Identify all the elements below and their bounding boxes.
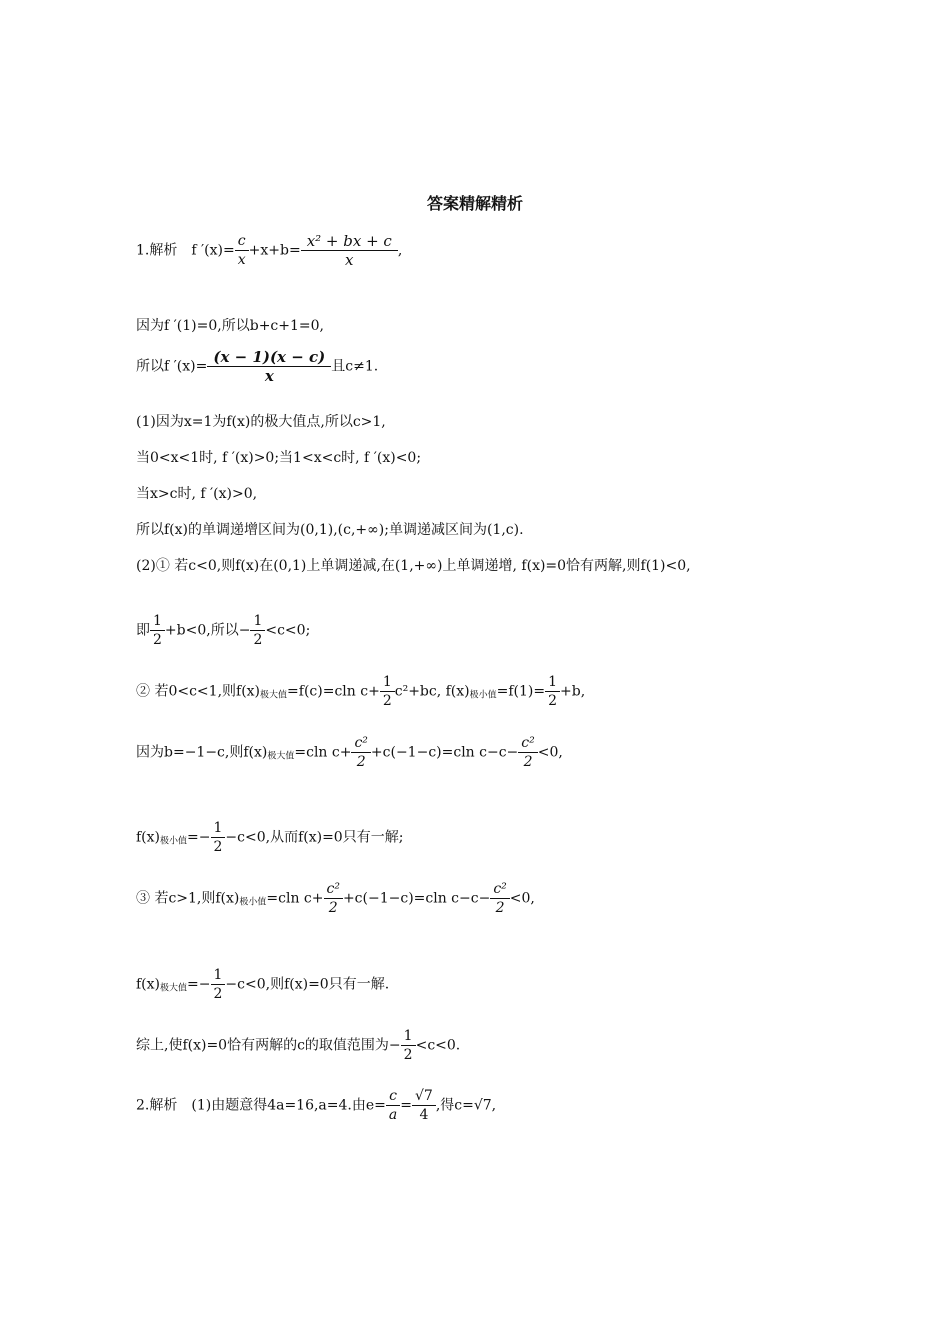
line-16 <box>136 1087 496 1124</box>
fraction-c2-over-2 <box>324 880 343 917</box>
denominator: 2 <box>253 632 263 648</box>
fraction-sqrt7-over-4 <box>412 1087 436 1124</box>
text: +b<0,所以− <box>164 622 251 639</box>
subscript: 极小值 <box>469 690 497 701</box>
denominator: x <box>264 367 274 385</box>
line-2: 因为f ′(1)=0,所以b+c+1=0, <box>136 318 324 334</box>
text: ② 若0<c<1,则f(x) <box>136 683 261 700</box>
text: f(x) <box>136 976 161 993</box>
text: , <box>397 242 403 259</box>
subscript: 极大值 <box>260 690 288 701</box>
denominator: x <box>345 251 354 269</box>
line-1 <box>136 232 402 269</box>
text: 所以f ′(x)= <box>136 358 208 375</box>
line-4: (1)因为x=1为f(x)的极大值点,所以c>1, <box>136 414 386 430</box>
numerator: c² <box>351 734 370 753</box>
subscript: 极小值 <box>239 897 267 908</box>
line-3 <box>136 348 378 385</box>
fraction-c2-over-2 <box>351 734 370 771</box>
text: <c<0; <box>265 622 311 639</box>
numerator: (x − 1)(x − c) <box>207 348 331 367</box>
text: 且c≠1. <box>331 358 379 375</box>
line-13 <box>136 880 535 917</box>
text: 2.解析 (1)由题意得4a=16,a=4.由e= <box>136 1097 386 1114</box>
line-6: 当x>c时, f ′(x)>0, <box>136 486 258 502</box>
page-title: 答案精解精析 <box>426 194 523 213</box>
denominator: 2 <box>382 693 392 709</box>
text: ③ 若c>1,则f(x) <box>136 890 240 907</box>
denominator: 2 <box>328 900 338 916</box>
fraction-factored <box>207 348 331 385</box>
fraction-c-over-a <box>386 1087 400 1124</box>
text: =f(c)=cln c+ <box>287 683 380 700</box>
line-5: 当0<x<1时, f ′(x)>0;当1<x<c时, f ′(x)<0; <box>136 450 422 466</box>
text: ,得c=√7, <box>435 1097 497 1114</box>
line-11 <box>136 734 563 771</box>
denominator: 2 <box>356 754 366 770</box>
text: +x+b= <box>248 242 301 259</box>
fraction-half <box>545 673 560 710</box>
text: f(x) <box>136 829 161 846</box>
numerator: 1 <box>545 673 560 692</box>
fraction-polynomial <box>301 232 398 269</box>
fraction-half <box>150 612 165 649</box>
denominator: 2 <box>213 986 223 1002</box>
denominator: 2 <box>403 1047 413 1063</box>
text: c²+bc, f(x) <box>394 683 470 700</box>
fraction-c2-over-2 <box>490 880 509 917</box>
fraction-half <box>211 819 226 856</box>
numerator: √7 <box>412 1087 436 1106</box>
numerator: 1 <box>211 819 226 838</box>
numerator: c² <box>518 734 537 753</box>
line-9 <box>136 612 310 649</box>
numerator: 1 <box>211 966 226 985</box>
fraction-half <box>401 1027 416 1064</box>
text: 因为b=−1−c,则f(x) <box>136 744 268 761</box>
subscript: 极小值 <box>160 836 188 847</box>
subscript: 极大值 <box>160 983 188 994</box>
numerator: c² <box>490 880 509 899</box>
fraction-half <box>380 673 395 710</box>
line-14 <box>136 966 389 1003</box>
denominator: 4 <box>419 1107 429 1123</box>
text: 综上,使f(x)=0恰有两解的c的取值范围为− <box>136 1037 401 1054</box>
denominator: 2 <box>548 693 558 709</box>
numerator: c <box>235 232 249 251</box>
denominator: 2 <box>495 900 505 916</box>
text: 1.解析 f ′(x)= <box>136 242 235 259</box>
fraction-half <box>211 966 226 1003</box>
text: =cln c+ <box>266 890 324 907</box>
text: =cln c+ <box>294 744 352 761</box>
numerator: 1 <box>401 1027 416 1046</box>
text: = <box>400 1097 412 1114</box>
denominator: 2 <box>153 632 162 648</box>
denominator: a <box>388 1107 398 1123</box>
text: −c<0,从而f(x)=0只有一解; <box>225 829 404 846</box>
denominator: 2 <box>523 754 533 770</box>
line-12 <box>136 819 403 856</box>
text: +b, <box>560 683 586 700</box>
numerator: 1 <box>380 673 395 692</box>
fraction-c2-over-2 <box>518 734 537 771</box>
text: <0, <box>537 744 563 761</box>
numerator: 1 <box>250 612 265 631</box>
text: =− <box>187 829 211 846</box>
text: +c(−1−c)=cln c−c− <box>342 890 491 907</box>
text: <0, <box>509 890 535 907</box>
line-8: (2)① 若c<0,则f(x)在(0,1)上单调递减,在(1,+∞)上单调递增, f(x)=0恰有两解,则f(1)<0, <box>136 558 691 574</box>
denominator: 2 <box>213 839 223 855</box>
fraction-half <box>250 612 265 649</box>
subscript: 极大值 <box>267 751 295 762</box>
line-10 <box>136 673 585 710</box>
denominator: x <box>237 252 246 268</box>
text: <c<0. <box>415 1037 461 1054</box>
numerator: 1 <box>150 612 165 631</box>
numerator: c² <box>324 880 343 899</box>
text: =f(1)= <box>496 683 546 700</box>
line-15 <box>136 1027 460 1064</box>
text: =− <box>187 976 211 993</box>
text: +c(−1−c)=cln c−c− <box>370 744 519 761</box>
numerator: c <box>386 1087 400 1106</box>
text: −c<0,则f(x)=0只有一解. <box>225 976 390 993</box>
line-7: 所以f(x)的单调递增区间为(0,1),(c,+∞);单调递减区间为(1,c). <box>136 522 524 538</box>
numerator: x² + bx + c <box>301 232 398 251</box>
text: 即 <box>136 622 150 639</box>
fraction-c-over-x <box>235 232 249 269</box>
